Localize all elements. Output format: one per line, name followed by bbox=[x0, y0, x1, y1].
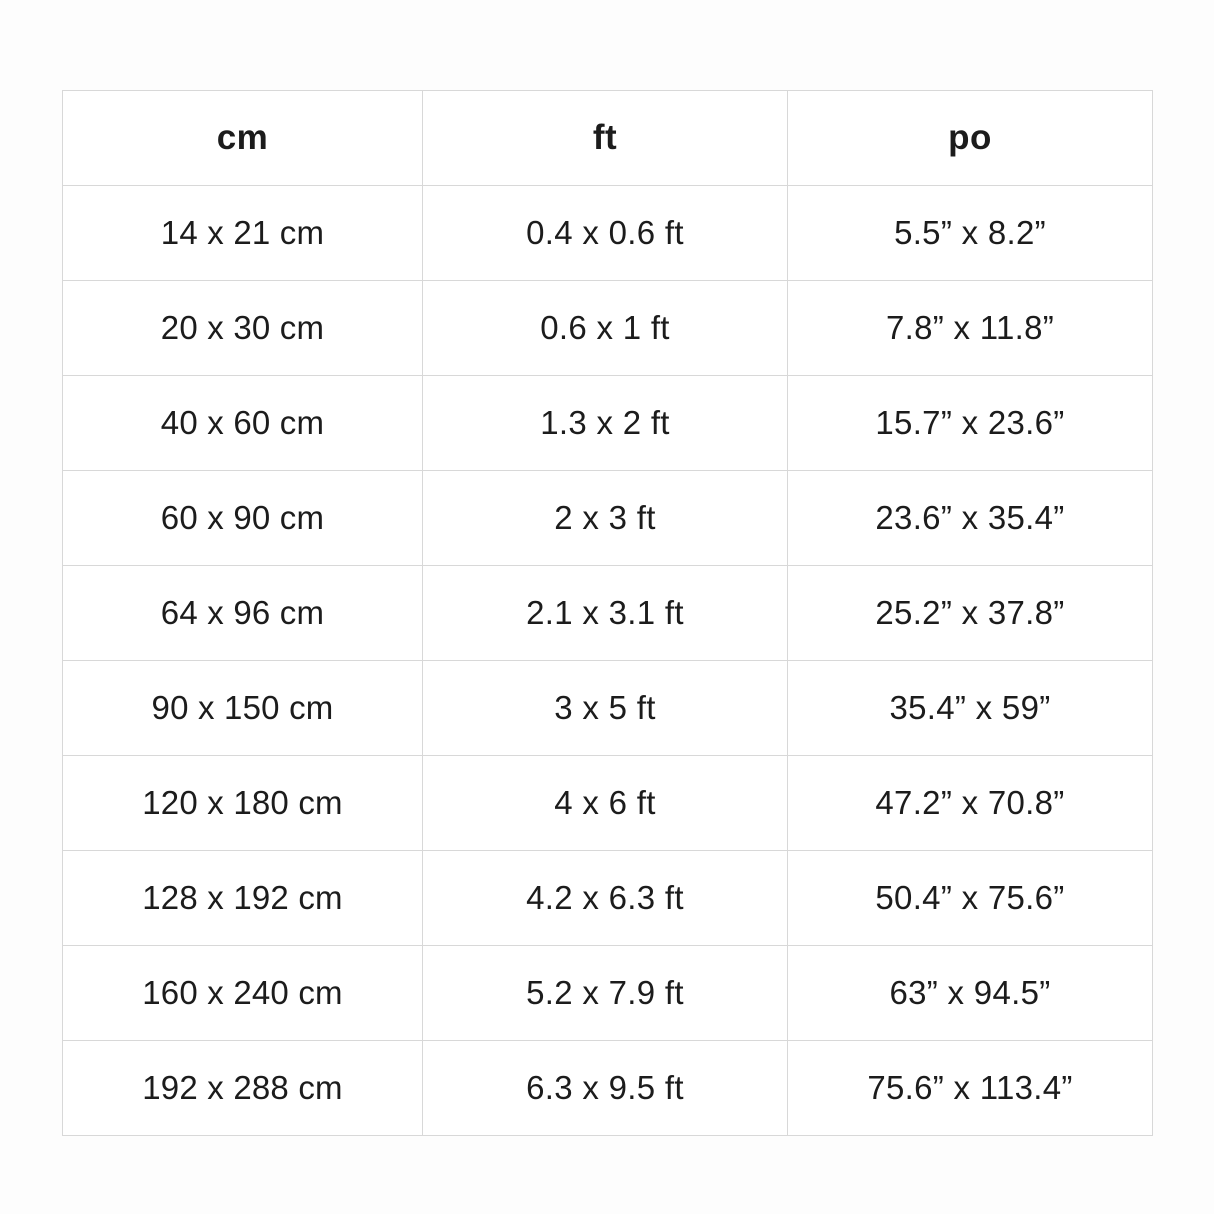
cell-po: 25.2” x 37.8” bbox=[788, 566, 1153, 661]
column-header-cm: cm bbox=[63, 91, 423, 186]
table-row bbox=[63, 946, 1153, 1041]
cell-cm: 40 x 60 cm bbox=[63, 376, 423, 471]
table-row bbox=[63, 281, 1153, 376]
cell-ft: 5.2 x 7.9 ft bbox=[423, 946, 788, 1041]
cell-po: 35.4” x 59” bbox=[788, 661, 1153, 756]
cell-ft: 0.6 x 1 ft bbox=[423, 281, 788, 376]
cell-cm: 60 x 90 cm bbox=[63, 471, 423, 566]
cell-ft: 6.3 x 9.5 ft bbox=[423, 1041, 788, 1136]
cell-ft: 2 x 3 ft bbox=[423, 471, 788, 566]
cell-ft: 2.1 x 3.1 ft bbox=[423, 566, 788, 661]
cell-ft: 3 x 5 ft bbox=[423, 661, 788, 756]
cell-po: 23.6” x 35.4” bbox=[788, 471, 1153, 566]
table-header-row bbox=[63, 91, 1153, 186]
table-row bbox=[63, 376, 1153, 471]
table-row bbox=[63, 471, 1153, 566]
cell-cm: 120 x 180 cm bbox=[63, 756, 423, 851]
cell-po: 7.8” x 11.8” bbox=[788, 281, 1153, 376]
size-conversion-table bbox=[62, 90, 1153, 1136]
table-body bbox=[63, 186, 1153, 1136]
cell-po: 50.4” x 75.6” bbox=[788, 851, 1153, 946]
cell-cm: 192 x 288 cm bbox=[63, 1041, 423, 1136]
cell-cm: 20 x 30 cm bbox=[63, 281, 423, 376]
table-row bbox=[63, 1041, 1153, 1136]
table-row bbox=[63, 661, 1153, 756]
cell-cm: 90 x 150 cm bbox=[63, 661, 423, 756]
cell-po: 15.7” x 23.6” bbox=[788, 376, 1153, 471]
table-row bbox=[63, 566, 1153, 661]
table-row bbox=[63, 186, 1153, 281]
cell-ft: 0.4 x 0.6 ft bbox=[423, 186, 788, 281]
cell-po: 63” x 94.5” bbox=[788, 946, 1153, 1041]
cell-cm: 160 x 240 cm bbox=[63, 946, 423, 1041]
cell-ft: 4 x 6 ft bbox=[423, 756, 788, 851]
cell-cm: 128 x 192 cm bbox=[63, 851, 423, 946]
size-conversion-table-container bbox=[62, 90, 1152, 1136]
column-header-ft: ft bbox=[423, 91, 788, 186]
table-row bbox=[63, 851, 1153, 946]
cell-cm: 64 x 96 cm bbox=[63, 566, 423, 661]
cell-cm: 14 x 21 cm bbox=[63, 186, 423, 281]
column-header-po: po bbox=[788, 91, 1153, 186]
cell-ft: 1.3 x 2 ft bbox=[423, 376, 788, 471]
cell-po: 47.2” x 70.8” bbox=[788, 756, 1153, 851]
cell-po: 75.6” x 113.4” bbox=[788, 1041, 1153, 1136]
table-row bbox=[63, 756, 1153, 851]
cell-ft: 4.2 x 6.3 ft bbox=[423, 851, 788, 946]
cell-po: 5.5” x 8.2” bbox=[788, 186, 1153, 281]
table-header bbox=[63, 91, 1153, 186]
